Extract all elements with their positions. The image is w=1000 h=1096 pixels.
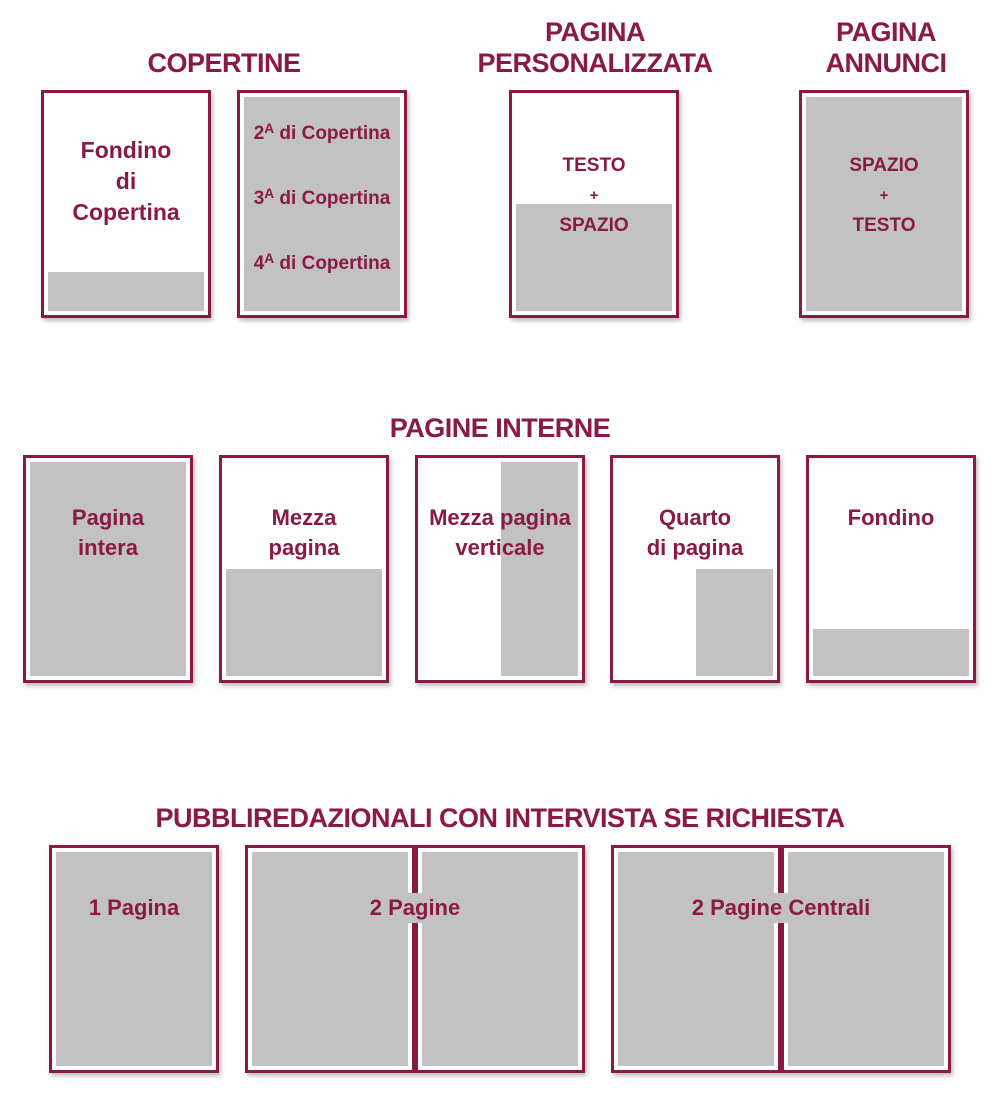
label-line: TESTO (852, 215, 916, 236)
page-2-pagine-centrali-right (781, 845, 951, 1073)
ad-space (48, 272, 204, 311)
title-line: ANNUNCI (825, 48, 947, 78)
label-line: Fondino (80, 137, 172, 163)
ad-space (501, 462, 578, 676)
cover-text: di Copertina (274, 188, 391, 210)
cover-number: 4 (253, 253, 265, 275)
page-fondino-copertina (41, 90, 211, 318)
label-2-pagine: 2 Pagine (369, 895, 461, 920)
cover-sup: A (264, 186, 275, 201)
ad-space (618, 852, 774, 1066)
cover-item-3 (240, 186, 404, 210)
page-label (512, 151, 676, 241)
label-line: Copertina (72, 199, 180, 225)
label-line: + (589, 187, 599, 204)
label-line: di (115, 168, 137, 194)
page-label (809, 503, 973, 533)
label-line: Quarto (658, 505, 732, 530)
label-line: SPAZIO (849, 155, 919, 176)
page-fondino (806, 455, 976, 683)
pagina-personalizzata-title (460, 17, 730, 79)
page-cover-inner (237, 90, 407, 318)
page-label (613, 503, 777, 563)
label-2-pagine-centrali: 2 Pagine Centrali (691, 895, 871, 920)
page-label (26, 503, 190, 563)
ad-space (813, 629, 969, 676)
ad-space (252, 852, 408, 1066)
label-line: di pagina (646, 535, 744, 560)
label-line: SPAZIO (559, 215, 629, 236)
page-quarto-di-pagina (610, 455, 780, 683)
page-label (418, 503, 582, 563)
ad-space (696, 569, 773, 676)
ad-space (788, 852, 944, 1066)
cover-number: 3 (253, 188, 265, 210)
label-line: Mezza pagina (429, 505, 571, 530)
label-line: Pagina (71, 505, 145, 530)
cover-number: 2 (253, 123, 265, 145)
title-line: PAGINA (835, 17, 936, 47)
ad-space (422, 852, 578, 1066)
cover-text: di Copertina (274, 123, 391, 145)
page-label (44, 135, 208, 228)
page-pagina-intera (23, 455, 193, 683)
page-annunci (799, 90, 969, 318)
ad-space (56, 852, 212, 1066)
page-label (222, 503, 386, 563)
pagine-interne-title: PAGINE INTERNE (389, 413, 611, 443)
pubbliredazionali-title: PUBBLIREDAZIONALI CON INTERVISTA SE RICHIESTA (155, 803, 845, 833)
label-line: Mezza (271, 505, 337, 530)
page-mezza-pagina (219, 455, 389, 683)
page-mezza-pagina-verticale (415, 455, 585, 683)
label-line: pagina (268, 535, 340, 560)
label-line: verticale (455, 535, 545, 560)
page-2-pagine-right (415, 845, 585, 1073)
page-2-pagine-centrali-left (611, 845, 781, 1073)
label-line: + (879, 187, 889, 204)
pagina-annunci-title (786, 17, 986, 79)
title-line: PAGINA (544, 17, 645, 47)
label-1-pagina: 1 Pagina (88, 895, 180, 920)
page-1-pagina (49, 845, 219, 1073)
copertine-title: COPERTINE (147, 48, 301, 78)
label-line: Fondino (847, 505, 935, 530)
cover-text: di Copertina (274, 253, 391, 275)
ad-space (30, 462, 186, 676)
cover-sup: A (264, 121, 275, 136)
cover-sup: A (264, 251, 275, 266)
page-label (802, 151, 966, 241)
page-2-pagine-left (245, 845, 415, 1073)
cover-item-2 (240, 121, 404, 145)
title-line: PERSONALIZZATA (477, 48, 713, 78)
label-line: TESTO (562, 155, 626, 176)
page-personalizzata (509, 90, 679, 318)
label-line: intera (78, 535, 138, 560)
ad-space (226, 569, 382, 676)
cover-item-4 (240, 251, 404, 275)
